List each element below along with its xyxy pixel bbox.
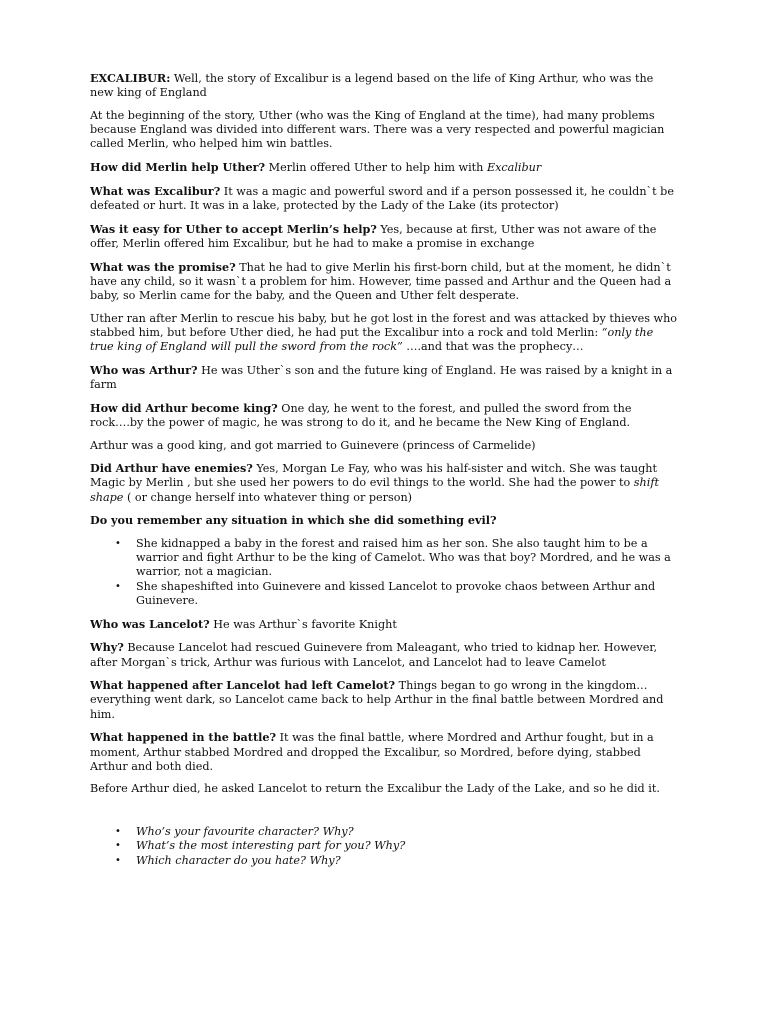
evil-deeds-list [90,537,680,608]
question: Who was Arthur? [90,362,198,377]
list-item-text: She kidnapped a baby in the forest and raised him as her son. She also taught him to be a warrior and fight Arthur to be the king of Camelot. Who was that boy? Mordred, and he was a warrior, not a magician. [136,537,671,579]
rescue-text: Uther ran after Merlin to rescue his baby, but he got lost in the forest and was attacked by thieves who stabbed him, but before Uther died, he had put the Excalibur into a rock and told Merlin: [90,311,678,339]
answer: Yes, because at first, Uther was not aware of the offer, Merlin offered him Excalibur, but he had to make a promise in exchange [90,222,657,250]
story-beginning-text: At the beginning of the story, Uther (who was the King of England at the time), had many problems because England was divided into different wars. There was a very respected and powerful magician called Merlin, who helped him win battles. [90,108,665,151]
bullet-icon: • [115,580,121,592]
arthur-married-paragraph [90,439,680,453]
answer-italic: shift shape [90,476,659,504]
qa-what-excalibur [90,184,680,213]
bullet-icon: • [115,826,121,838]
question: What was Excalibur? [90,183,221,198]
answer: Things began to go wrong in the kingdom…everything went dark, so Lancelot came back to help Arthur in the final battle between Mordred and him. [90,679,664,721]
document-page [90,71,680,876]
question: How did Merlin help Uther? [90,160,266,175]
answer: Because Lancelot had rescued Guinevere from Maleagant, who tried to kidnap her. However, after Morgan`s trick, Arthur was furious with Lancelot, and Lancelot had to leave Camelot [90,641,658,669]
list-item [90,825,680,839]
answer-italic: Excalibur [486,161,542,175]
story-beginning-paragraph [90,109,680,152]
qa-after-lancelot [90,678,680,722]
question: What was the promise? [90,259,236,274]
qa-lancelot [90,617,680,632]
answer-tail: ( or change herself into whatever thing or person) [123,490,413,504]
list-item [90,839,680,853]
answer: It was a magic and powerful sword and if a person possessed it, he couldn`t be defeated or hurt. It was in a lake, protected by the Lady of the Lake (its protector) [90,184,674,212]
qa-promise [90,260,680,304]
prophecy-quote: “only the true king of England will pull the sword from the rock” [90,325,654,354]
qa-why [90,640,680,669]
qa-accept-help [90,222,680,251]
uther-rescue-paragraph [90,312,680,355]
intro-paragraph [90,71,680,100]
prophecy-tail: ….and that was the prophecy… [402,340,584,354]
bullet-icon: • [115,538,121,550]
answer: It was the final battle, where Mordred and Arthur fought, but in a moment, Arthur stabbed Mordred and dropped the Excalibur, so Mordred, before dying, stabbed Arthur and both died. [90,731,654,773]
qa-enemies [90,461,680,505]
title-excalibur: EXCALIBUR: [90,71,171,85]
question: Why? [90,640,124,655]
question: What happened in the battle? [90,730,277,745]
question: How did Arthur become king? [90,400,278,415]
list-item [90,580,680,608]
question: Who was Lancelot? [90,616,210,631]
death-text: Before Arthur died, he asked Lancelot to return the Excalibur the Lady of the Lake, and so he did it. [90,782,660,796]
answer: Yes, Morgan Le Fay, who was his half-sister and witch. She was taught Magic by Merlin , but she used her powers to do evil things to the world. She had the power to [90,462,657,490]
question-evil-situation [90,513,680,528]
discussion-questions-list [90,825,680,868]
question: Do you remember any situation in which she did something evil? [90,513,497,528]
question: Did Arthur have enemies? [90,461,253,476]
question: Was it easy for Uther to accept Merlin’s help? [90,221,377,236]
intro-text: Well, the story of Excalibur is a legend based on the life of King Arthur, who was the new king of England [90,72,654,100]
list-item-text: Which character do you hate? Why? [136,853,341,867]
qa-battle [90,730,680,774]
spacer [90,805,680,825]
list-item-text: Who’s your favourite character? Why? [136,825,354,839]
bullet-icon: • [115,840,121,852]
qa-who-arthur [90,363,680,392]
list-item-text: What’s the most interesting part for you? Why? [136,839,406,853]
answer: He was Arthur`s favorite Knight [209,617,397,631]
answer: That he had to give Merlin his first-born child, but at the moment, he didn`t have any child, so it wasn`t a problem for him. However, time passed and Arthur and the Queen had a baby, so Merlin came for the baby, and the Queen and Uther felt desperate. [90,260,672,302]
list-item [90,537,680,580]
list-item [90,854,680,868]
arthur-death-paragraph [90,782,680,796]
qa-arthur-king [90,401,680,430]
question: What happened after Lancelot had left Camelot? [90,678,396,693]
bullet-icon: • [115,854,121,866]
qa-merlin-help [90,160,680,175]
answer: One day, he went to the forest, and pulled the sword from the rock….by the power of magic, he was strong to do it, and he became the New King of England. [90,401,632,429]
married-text: Arthur was a good king, and got married to Guinevere (princess of Carmelide) [90,438,536,452]
list-item-text: She shapeshifted into Guinevere and kissed Lancelot to provoke chaos between Arthur and Guinevere. [136,579,656,607]
answer: Merlin offered Uther to help him with [265,161,487,175]
answer: He was Uther`s son and the future king of England. He was raised by a knight in a farm [90,363,673,391]
